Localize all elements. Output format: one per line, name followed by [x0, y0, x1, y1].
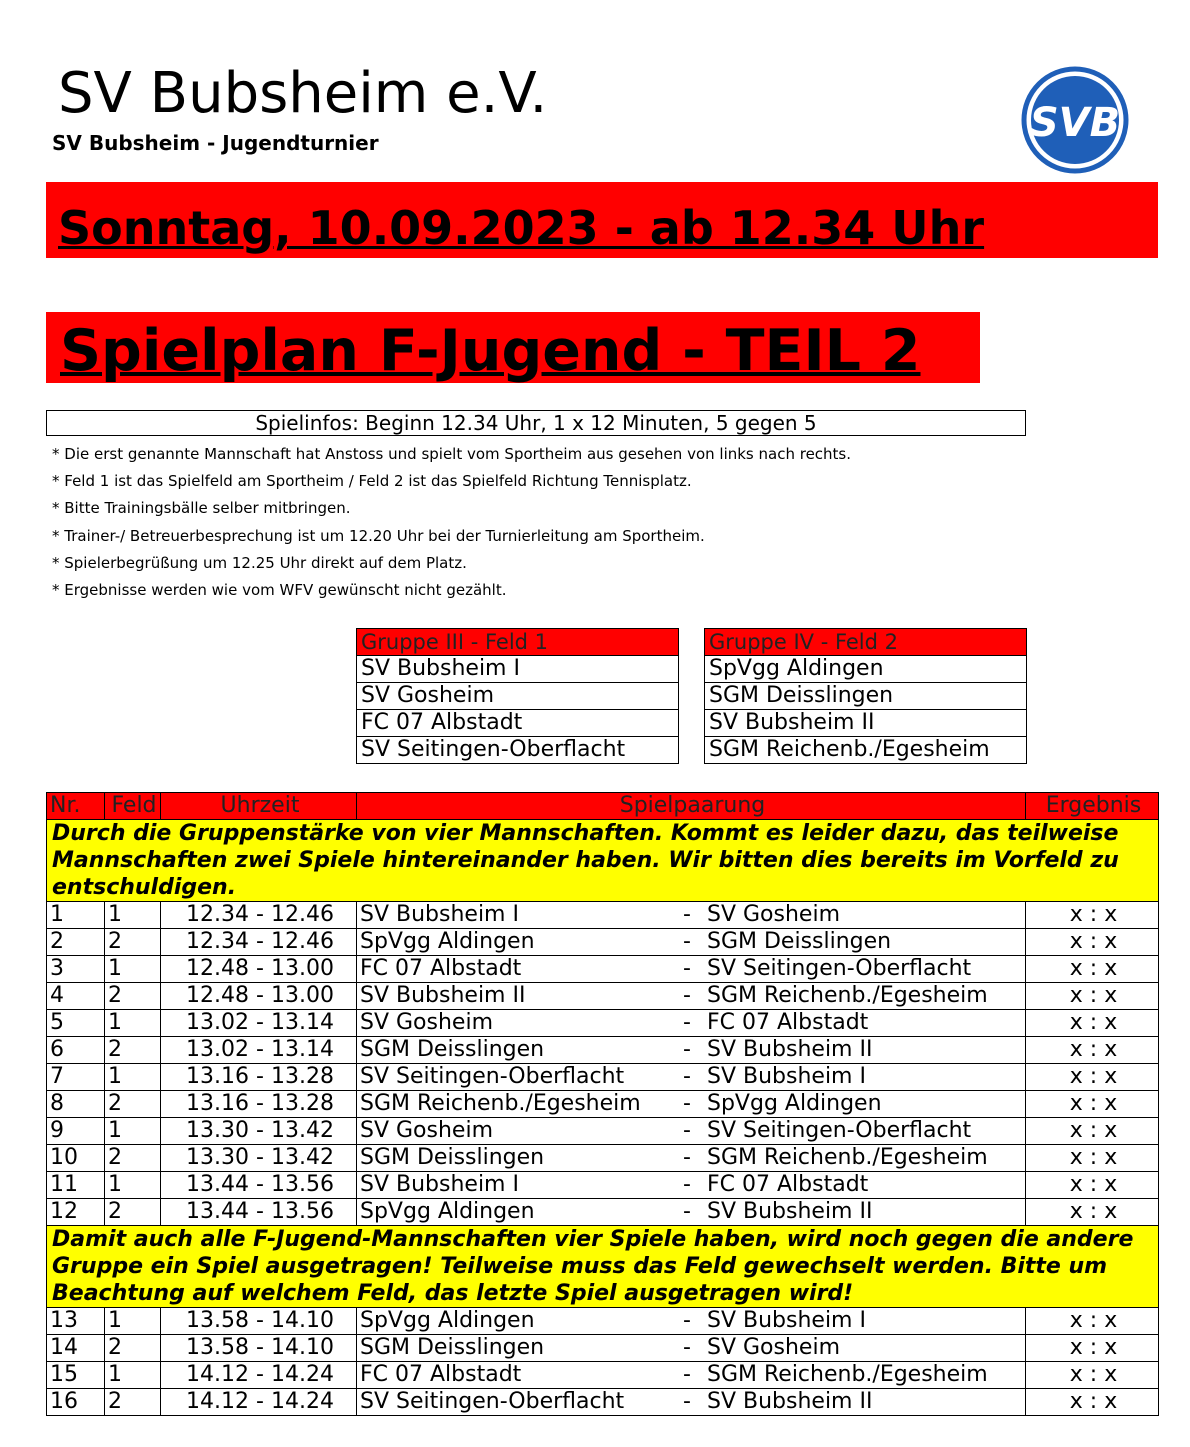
game-time: 12.48 - 13.00	[161, 983, 357, 1010]
table-row	[47, 1010, 1159, 1037]
game-result: x : x	[1026, 1091, 1159, 1118]
away-team: SV Bubsheim I	[707, 1064, 866, 1089]
game-result: x : x	[1026, 1362, 1159, 1389]
game-field: 1	[105, 902, 161, 929]
game-pairing	[357, 1335, 1026, 1362]
game-time: 13.30 - 13.42	[161, 1145, 357, 1172]
pairing-dash: -	[683, 929, 691, 954]
game-field: 2	[105, 1335, 161, 1362]
game-pairing	[357, 1199, 1026, 1226]
away-team: FC 07 Albstadt	[707, 1172, 869, 1197]
game-pairing	[357, 902, 1026, 929]
header-time: Uhrzeit	[161, 793, 357, 820]
game-nr: 9	[47, 1118, 105, 1145]
away-team: SV Bubsheim II	[707, 1389, 873, 1414]
away-team: SV Gosheim	[707, 902, 840, 927]
away-team: SV Bubsheim II	[707, 1199, 873, 1224]
pairing-dash: -	[683, 1335, 691, 1360]
away-team: SV Seitingen-Oberflacht	[707, 1118, 972, 1143]
game-time: 12.48 - 13.00	[161, 956, 357, 983]
home-team: SV Gosheim	[360, 1010, 493, 1035]
game-field: 2	[105, 1389, 161, 1416]
group-title: Gruppe III - Feld 1	[357, 629, 679, 656]
game-pairing	[357, 956, 1026, 983]
game-field: 1	[105, 1010, 161, 1037]
game-pairing	[357, 1145, 1026, 1172]
game-field: 2	[105, 929, 161, 956]
game-field: 2	[105, 1199, 161, 1226]
table-row	[47, 1362, 1159, 1389]
game-pairing	[357, 1118, 1026, 1145]
plan-banner	[46, 312, 980, 383]
game-result: x : x	[1026, 983, 1159, 1010]
game-pairing	[357, 1172, 1026, 1199]
pairing-dash: -	[683, 1145, 691, 1170]
game-nr: 14	[47, 1335, 105, 1362]
away-team: SpVgg Aldingen	[707, 1091, 882, 1116]
home-team: SpVgg Aldingen	[360, 1308, 535, 1333]
game-nr: 10	[47, 1145, 105, 1172]
table-row	[47, 1199, 1159, 1226]
game-pairing	[357, 1064, 1026, 1091]
note-line: * Spielerbegrüßung um 12.25 Uhr direkt auf dem Platz.	[52, 554, 467, 572]
game-time: 13.58 - 14.10	[161, 1335, 357, 1362]
table-row	[47, 1118, 1159, 1145]
table-row	[47, 929, 1159, 956]
game-field: 2	[105, 1145, 161, 1172]
home-team: SV Bubsheim II	[360, 983, 526, 1008]
game-nr: 1	[47, 902, 105, 929]
game-time: 13.44 - 13.56	[161, 1172, 357, 1199]
notice-text: Damit auch alle F-Jugend-Mannschaften vier Spiele haben, wird noch gegen die andere Gruppe ein Spiel ausgetragen! Teilweise muss das Feld gewechselt werden. Bitte um Beachtung auf welchem Feld, das letzte Spiel ausgetragen wird!	[47, 1226, 1159, 1308]
game-field: 1	[105, 1064, 161, 1091]
game-pairing	[357, 1308, 1026, 1335]
game-time: 13.30 - 13.42	[161, 1118, 357, 1145]
game-result: x : x	[1026, 1010, 1159, 1037]
note-line: * Ergebnisse werden wie vom WFV gewünscht nicht gezählt.	[52, 581, 507, 599]
game-pairing	[357, 1362, 1026, 1389]
game-result: x : x	[1026, 1172, 1159, 1199]
pairing-dash: -	[683, 1172, 691, 1197]
group-team: SGM Reichenb./Egesheim	[705, 737, 1027, 764]
game-time: 13.16 - 13.28	[161, 1064, 357, 1091]
note-line: * Bitte Trainingsbälle selber mitbringen.	[52, 499, 351, 517]
home-team: SpVgg Aldingen	[360, 929, 535, 954]
game-field: 1	[105, 1362, 161, 1389]
game-nr: 12	[47, 1199, 105, 1226]
group-table-4	[704, 628, 1027, 764]
pairing-dash: -	[683, 1362, 691, 1387]
home-team: SV Seitingen-Oberflacht	[360, 1064, 625, 1089]
game-result: x : x	[1026, 1037, 1159, 1064]
header-feld: Feld	[105, 793, 161, 820]
schedule-table	[46, 792, 1159, 1416]
game-pairing	[357, 1010, 1026, 1037]
game-time: 13.02 - 13.14	[161, 1037, 357, 1064]
game-field: 2	[105, 1037, 161, 1064]
group-team: FC 07 Albstadt	[357, 710, 679, 737]
game-pairing	[357, 983, 1026, 1010]
table-row	[47, 1389, 1159, 1416]
game-field: 1	[105, 956, 161, 983]
away-team: FC 07 Albstadt	[707, 1010, 869, 1035]
group-table-3	[356, 628, 679, 764]
away-team: SV Gosheim	[707, 1335, 840, 1360]
info-box: Spielinfos: Beginn 12.34 Uhr, 1 x 12 Minuten, 5 gegen 5	[46, 410, 1026, 436]
home-team: SV Bubsheim I	[360, 1172, 519, 1197]
home-team: SV Bubsheim I	[360, 902, 519, 927]
date-banner	[46, 182, 1158, 258]
pairing-dash: -	[683, 1064, 691, 1089]
pairing-dash: -	[683, 1118, 691, 1143]
game-nr: 3	[47, 956, 105, 983]
game-result: x : x	[1026, 1308, 1159, 1335]
plan-banner-text: Spielplan F-Jugend - TEIL 2	[60, 318, 921, 384]
group-team: SGM Deisslingen	[705, 683, 1027, 710]
game-time: 13.58 - 14.10	[161, 1308, 357, 1335]
game-time: 13.16 - 13.28	[161, 1091, 357, 1118]
group-team: SV Gosheim	[357, 683, 679, 710]
away-team: SGM Reichenb./Egesheim	[707, 983, 988, 1008]
game-result: x : x	[1026, 1145, 1159, 1172]
group-team: SV Bubsheim II	[705, 710, 1027, 737]
home-team: SGM Reichenb./Egesheim	[360, 1091, 641, 1116]
game-time: 12.34 - 12.46	[161, 902, 357, 929]
game-pairing	[357, 1037, 1026, 1064]
game-time: 13.02 - 13.14	[161, 1010, 357, 1037]
notice-row	[47, 820, 1159, 902]
game-field: 1	[105, 1118, 161, 1145]
table-row	[47, 1145, 1159, 1172]
game-field: 2	[105, 983, 161, 1010]
game-nr: 13	[47, 1308, 105, 1335]
game-pairing	[357, 1389, 1026, 1416]
table-row	[47, 956, 1159, 983]
home-team: SV Seitingen-Oberflacht	[360, 1389, 625, 1414]
home-team: FC 07 Albstadt	[360, 956, 522, 981]
home-team: SGM Deisslingen	[360, 1037, 545, 1062]
pairing-dash: -	[683, 1010, 691, 1035]
game-nr: 11	[47, 1172, 105, 1199]
game-time: 14.12 - 14.24	[161, 1389, 357, 1416]
table-row	[47, 1091, 1159, 1118]
table-row	[47, 1335, 1159, 1362]
club-title: SV Bubsheim e.V.	[58, 61, 548, 126]
home-team: FC 07 Albstadt	[360, 1362, 522, 1387]
game-nr: 2	[47, 929, 105, 956]
pairing-dash: -	[683, 1389, 691, 1414]
header-nr: Nr.	[47, 793, 105, 820]
home-team: SpVgg Aldingen	[360, 1199, 535, 1224]
table-row	[47, 1064, 1159, 1091]
away-team: SGM Reichenb./Egesheim	[707, 1362, 988, 1387]
table-row	[47, 1172, 1159, 1199]
game-time: 14.12 - 14.24	[161, 1362, 357, 1389]
header-pairing: Spielpaarung	[357, 793, 1026, 820]
away-team: SV Bubsheim II	[707, 1037, 873, 1062]
game-result: x : x	[1026, 956, 1159, 983]
game-pairing	[357, 1091, 1026, 1118]
group-team: SV Seitingen-Oberflacht	[357, 737, 679, 764]
date-banner-text: Sonntag, 10.09.2023 - ab 12.34 Uhr	[58, 201, 985, 255]
game-nr: 8	[47, 1091, 105, 1118]
game-result: x : x	[1026, 1118, 1159, 1145]
away-team: SV Seitingen-Oberflacht	[707, 956, 972, 981]
table-row	[47, 1037, 1159, 1064]
game-nr: 6	[47, 1037, 105, 1064]
table-row	[47, 1308, 1159, 1335]
group-team: SpVgg Aldingen	[705, 656, 1027, 683]
game-result: x : x	[1026, 1389, 1159, 1416]
game-field: 2	[105, 1091, 161, 1118]
pairing-dash: -	[683, 1199, 691, 1224]
pairing-dash: -	[683, 983, 691, 1008]
notice-text: Durch die Gruppenstärke von vier Mannschaften. Kommt es leider dazu, das teilweise Mannschaften zwei Spiele hintereinander haben. Wir bitten dies bereits im Vorfeld zu entschuldigen.	[47, 820, 1159, 902]
pairing-dash: -	[683, 956, 691, 981]
game-result: x : x	[1026, 902, 1159, 929]
group-team: SV Bubsheim I	[357, 656, 679, 683]
game-nr: 4	[47, 983, 105, 1010]
game-time: 12.34 - 12.46	[161, 929, 357, 956]
page-subtitle: SV Bubsheim - Jugendturnier	[52, 131, 379, 155]
away-team: SGM Reichenb./Egesheim	[707, 1145, 988, 1170]
club-logo	[1021, 66, 1129, 174]
table-row	[47, 902, 1159, 929]
game-nr: 16	[47, 1389, 105, 1416]
pairing-dash: -	[683, 1308, 691, 1333]
game-field: 1	[105, 1172, 161, 1199]
notice-row	[47, 1226, 1159, 1308]
game-result: x : x	[1026, 1335, 1159, 1362]
header-result: Ergebnis	[1026, 793, 1159, 820]
home-team: SGM Deisslingen	[360, 1335, 545, 1360]
schedule-header-row	[47, 793, 1159, 820]
game-field: 1	[105, 1308, 161, 1335]
game-nr: 5	[47, 1010, 105, 1037]
away-team: SV Bubsheim I	[707, 1308, 866, 1333]
game-nr: 15	[47, 1362, 105, 1389]
note-line: * Feld 1 ist das Spielfeld am Sportheim / Feld 2 ist das Spielfeld Richtung Tennisplatz.	[52, 472, 692, 490]
logo-lettering: SVB	[1029, 100, 1121, 146]
home-team: SGM Deisslingen	[360, 1145, 545, 1170]
pairing-dash: -	[683, 902, 691, 927]
game-nr: 7	[47, 1064, 105, 1091]
group-title: Gruppe IV - Feld 2	[705, 629, 1027, 656]
game-result: x : x	[1026, 929, 1159, 956]
game-time: 13.44 - 13.56	[161, 1199, 357, 1226]
pairing-dash: -	[683, 1037, 691, 1062]
note-line: * Trainer-/ Betreuerbesprechung ist um 12.20 Uhr bei der Turnierleitung am Sportheim.	[52, 527, 705, 545]
game-result: x : x	[1026, 1064, 1159, 1091]
away-team: SGM Deisslingen	[707, 929, 892, 954]
pairing-dash: -	[683, 1091, 691, 1116]
table-row	[47, 983, 1159, 1010]
home-team: SV Gosheim	[360, 1118, 493, 1143]
game-result: x : x	[1026, 1199, 1159, 1226]
game-pairing	[357, 929, 1026, 956]
note-line: * Die erst genannte Mannschaft hat Anstoss und spielt vom Sportheim aus gesehen von links nach rechts.	[52, 445, 852, 463]
